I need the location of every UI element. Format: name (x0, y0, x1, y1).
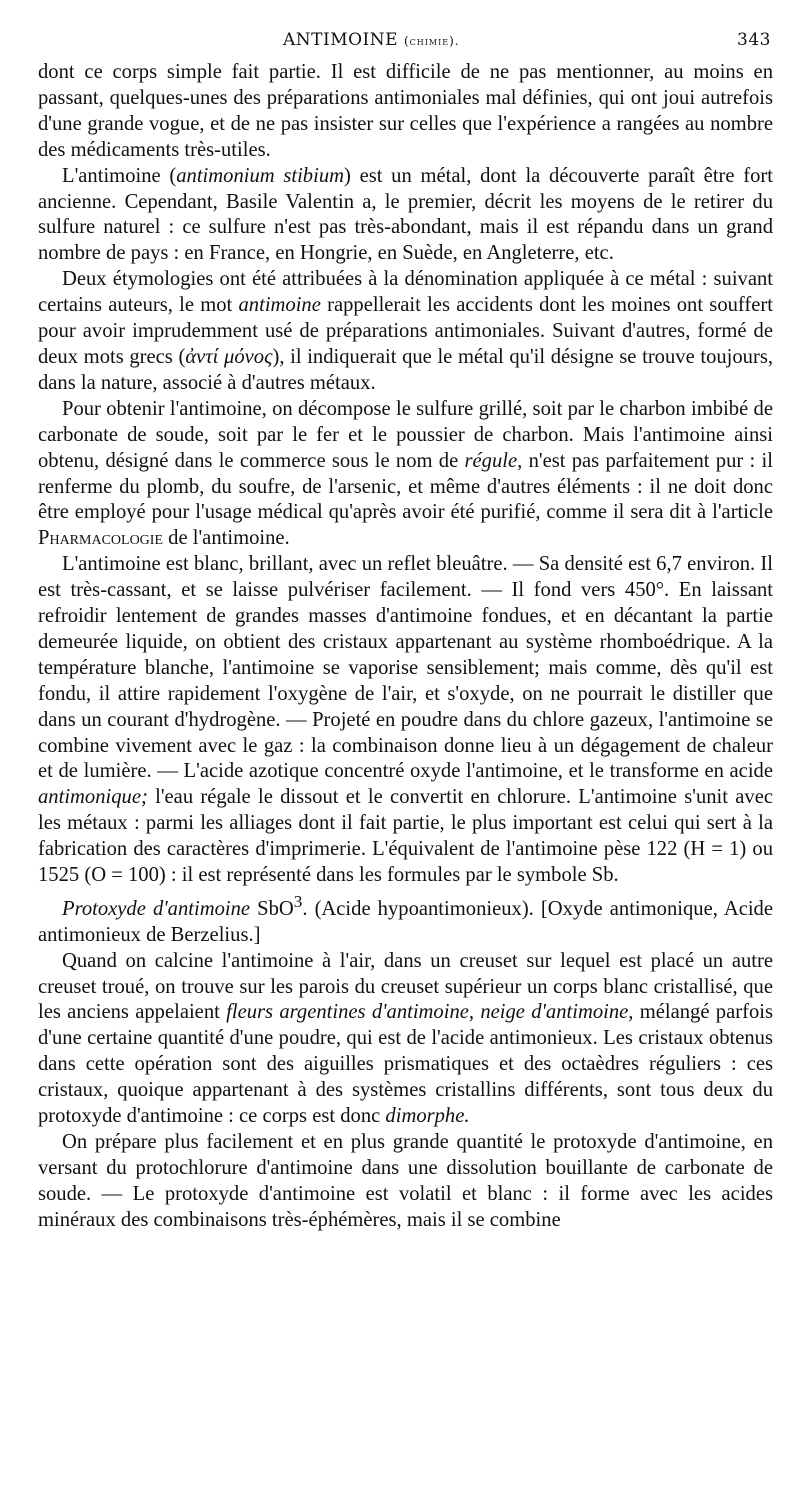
running-header (38, 30, 773, 60)
page-number: 343 (737, 30, 771, 50)
paragraph-5: L'antimoine est blanc, brillant, avec un reflet bleuâtre. — Sa densité est 6,7 environ. Il est très-cassant, et se laisse pulvériser facilement. — Il fond vers 450°. En laissant refroidir lentement de grandes masses d'antimoine fondues, et en décantant la partie demeurée liquide, on obtient des cristaux appartenant au système rhomboédrique. A la température blanche, l'antimoine se vaporise sensiblement; mais comme, dès qu'il est fondu, il attire rapidement l'oxygène de l'air, et s'oxyde, on ne pourrait le distiller que dans un courant d'hydrogène. — Projeté en poudre dans du chlore gazeux, l'antimoine se combine vivement avec le gaz : la combinaison donne lieu à un dégagement de chaleur et de lumière. — L'acide azotique concentré oxyde l'antimoine, et le transforme en acide antimonique; l'eau régale le dissout et le convertit en chlorure. L'antimoine s'unit avec les métaux : parmi les alliages dont il fait partie, le plus important est celui qui sert à la fabrication des caractères d'imprimerie. L'équivalent de l'antimoine pèse 122 (H = 1) ou 1525 (O = 100) : il est représenté dans les formules par le symbole Sb. (38, 553, 773, 887)
paragraph-7: Quand on calcine l'antimoine à l'air, dans un creuset sur lequel est placé un autre creuset troué, on trouve sur les parois du creuset supérieur un corps blanc cristallisé, que les anciens appelaient fleurs argentines d'antimoine, neige d'antimoine, mélangé parfois d'une certaine quantité d'une poudre, qui est de l'acide antimonieux. Les cristaux obtenus dans cette opération sont des aiguilles prismatiques et des octaèdres réguliers : ces cristaux, quoique appartenant à des systèmes cristallins différents, sont tous deux du protoxyde d'antimoine : ce corps est donc dimorphe. (38, 949, 773, 1128)
paragraph-3: Deux étymologies ont été attribuées à la dénomination appliquée à ce métal : suivant certains auteurs, le mot antimoine rappellerait les accidents dont les moines ont souffert pour avoir imprudemment usé de préparations antimoniales. Suivant d'autres, formé de deux mots grecs (ἀντί μόνος), il indiquerait que le métal qu'il désigne se trouve toujours, dans la nature, associé à d'autres métaux. (38, 268, 774, 394)
body-text (38, 60, 773, 1234)
paragraph-4: Pour obtenir l'antimoine, on décompose le sulfure grillé, soit par le charbon imbibé de carbonate de soude, soit par le fer et le poussier de charbon. Mais l'antimoine ainsi obtenu, désigné dans le commerce sous le nom de régule, n'est pas parfaitement pur : il renferme du plomb, du soufre, de l'arsenic, et même d'autres éléments : il ne doit donc être employé pour l'usage médical qu'après avoir été purifié, comme il sera dit à l'article Pharmacologie de l'antimoine. (38, 397, 773, 550)
paragraph-6-heading: Protoxyde d'antimoine SbO$^3$. (Acide hypoantimonieux). [Oxyde antimonique, Acide antimonieux de Berzelius.] (38, 892, 773, 946)
paragraph-8: On prépare plus facilement et en plus grande quantité le protoxyde d'antimoine, en versant du protochlorure d'antimoine dans une dissolution bouillante de carbonate de soude. — Le protoxyde d'antimoine est volatil et blanc : il forme avec les acides minéraux des combinaisons très-éphémères, mais il se combine (38, 1131, 773, 1231)
paragraph-1: dont ce corps simple fait partie. Il est difficile de ne pas mentionner, au moins en passant, quelques-unes des préparations antimoniales mal définies, qui ont joui autrefois d'une grande vogue, et de ne pas insister sur celles que l'expérience a rangées au nombre des médicaments très-utiles. (38, 61, 773, 161)
running-title: ANTIMOINE (chimie). (283, 30, 460, 50)
running-subtitle: (chimie). (403, 34, 460, 48)
paragraph-2: L'antimoine (antimonium stibium) est un métal, dont la découverte paraît être fort ancienne. Cependant, Basile Valentin a, le premier, décrit les moyens de le retirer du sulfure naturel : ce sulfure n'est pas très-abondant, mais il est répandu dans un grand nombre de pays : en France, en Hongrie, en Suède, en Angleterre, etc. (38, 164, 773, 265)
page (38, 30, 773, 1234)
